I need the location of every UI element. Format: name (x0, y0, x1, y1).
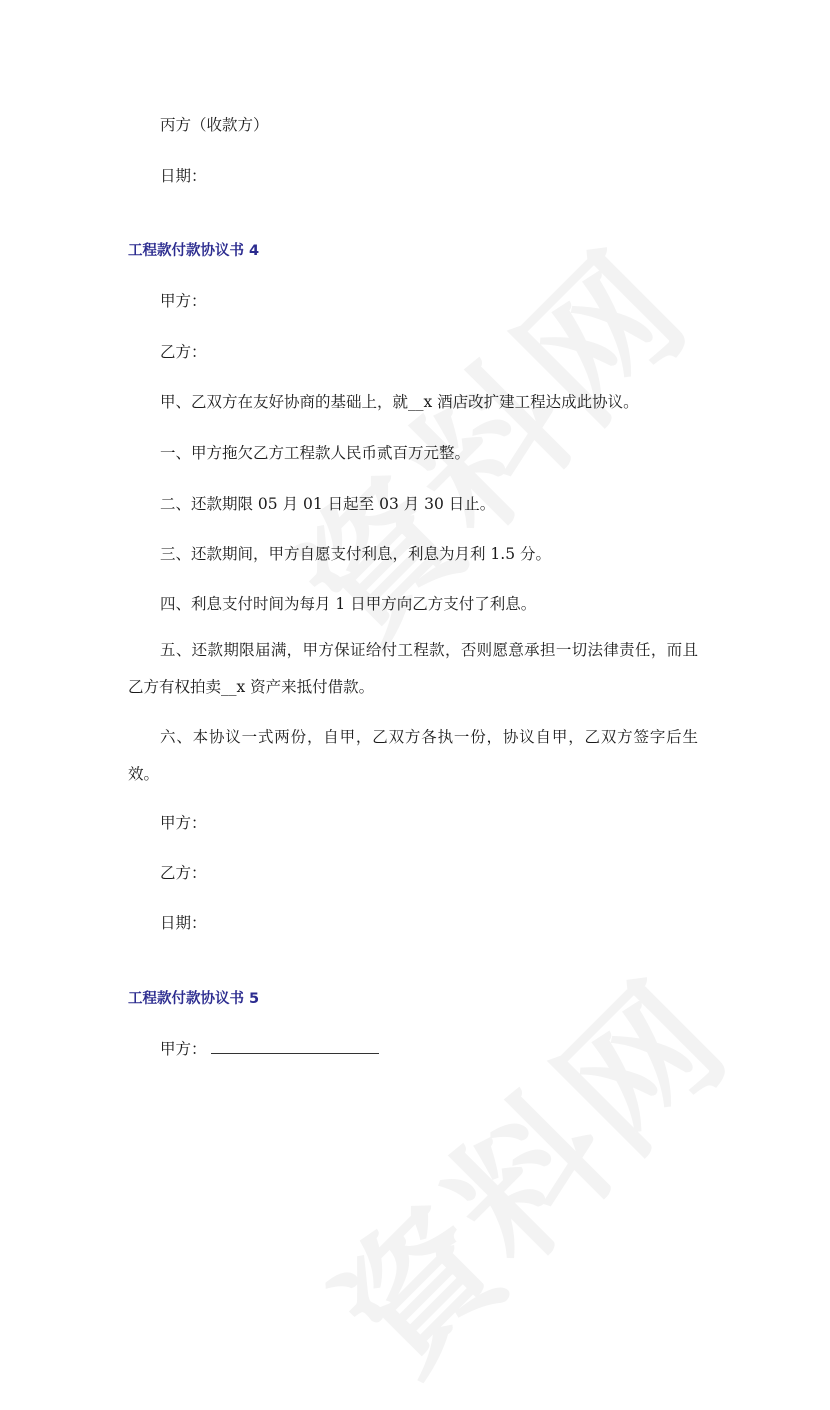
clause-4: 四、利息支付时间为每月 1 日甲方向乙方支付了利息。 (160, 595, 537, 613)
clause-5: 五、还款期限届满，甲方保证给付工程款，否则愿意承担一切法律责任，而且乙方有权拍卖__x 资产来抵付借款。 (128, 641, 698, 696)
date-sign-label: 日期： (160, 914, 207, 932)
clause-6: 六、本协议一式两份，自甲，乙双方各执一份，协议自甲，乙双方签字后生效。 (128, 728, 698, 783)
party-b-label: 乙方： (160, 343, 207, 361)
section-heading-4: 工程款付款协议书 4 (128, 243, 260, 259)
clause-3: 三、还款期间，甲方自愿支付利息，利息为月利 1.5 分。 (160, 545, 552, 563)
section-heading-5: 工程款付款协议书 5 (128, 991, 260, 1007)
party-a-blank-line (211, 1039, 379, 1054)
date-label: 日期： (160, 167, 207, 185)
clause-2: 二、还款期限 05 月 01 日起至 03 月 30 日止。 (160, 495, 496, 513)
party-a-label: 甲方： (160, 292, 207, 310)
agreement-intro: 甲、乙双方在友好协商的基础上，就__x 酒店改扩建工程达成此协议。 (160, 393, 639, 411)
party-a-label: 甲方： (160, 1040, 207, 1058)
clause-1: 一、甲方拖欠乙方工程款人民币贰百万元整。 (160, 444, 471, 462)
party-a-sign-label: 甲方： (160, 814, 207, 832)
party-b-sign-label: 乙方： (160, 864, 207, 882)
watermark (282, 926, 766, 1410)
party-c-label: 丙方（收款方） (160, 116, 269, 134)
party-a-field-row (160, 1039, 379, 1059)
